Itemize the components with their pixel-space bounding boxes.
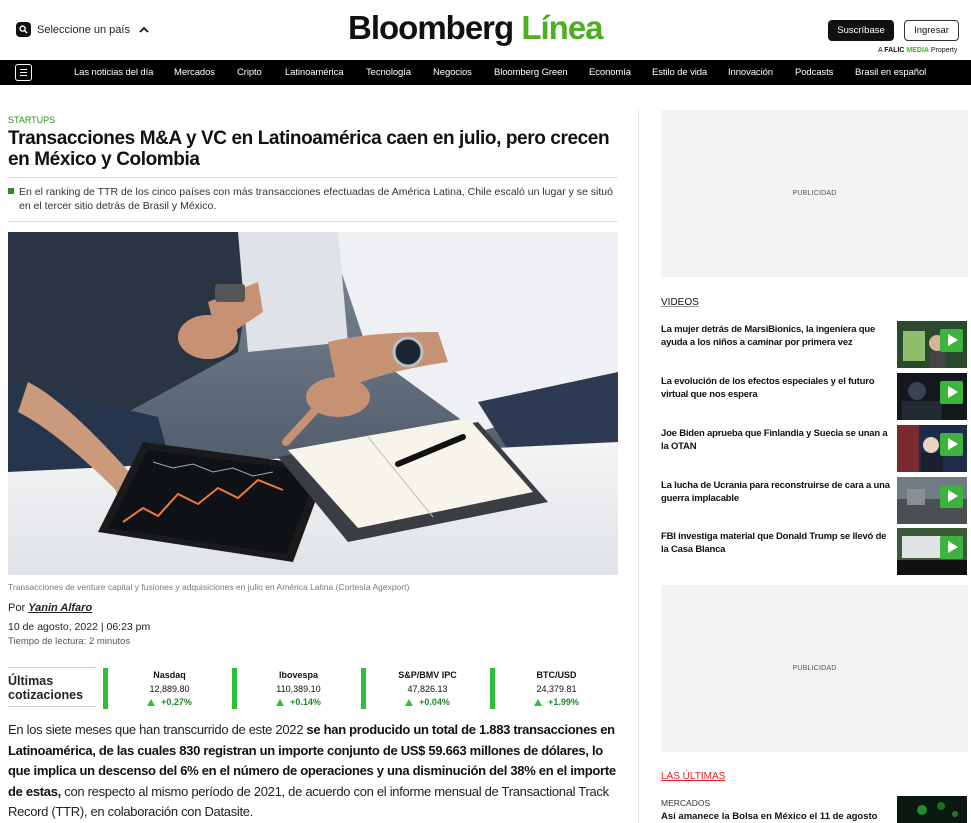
video-title[interactable]: FBI investiga material que Donald Trump se llevó de la Casa Blanca — [661, 531, 887, 555]
quote-value: 12,889.80 — [149, 684, 190, 694]
video-title[interactable]: Joe Biden aprueba que Finlandia y Suecia se unan a la OTAN — [661, 428, 888, 452]
quote-change — [366, 697, 489, 707]
property-suffix: Property — [928, 47, 958, 54]
nav-item-mercados[interactable]: Mercados — [174, 67, 215, 78]
video-item[interactable] — [661, 425, 967, 472]
quote-change-value: +0.27% — [161, 697, 192, 707]
video-thumbnail[interactable] — [897, 528, 967, 575]
nav-item-latam[interactable]: Latinoamérica — [285, 67, 344, 78]
column-divider — [638, 110, 639, 823]
hamburger-menu-icon[interactable] — [15, 64, 32, 81]
play-icon[interactable] — [940, 536, 963, 559]
site-logo[interactable] — [348, 9, 603, 47]
article-headline: Transacciones M&A y VC en Latinoamérica caen en julio, pero crecen en México y Colombia — [8, 128, 610, 170]
property-prefix: A — [878, 47, 885, 54]
reading-time: Tiempo de lectura: 2 minutos — [8, 636, 131, 647]
quote-change — [108, 697, 231, 707]
latest-headline[interactable]: Así amanece la Bolsa en México el 11 de agosto — [661, 811, 878, 822]
quotes-title-line1: Últimas — [8, 674, 54, 688]
play-icon[interactable] — [940, 433, 963, 456]
byline-prefix: Por — [8, 602, 26, 614]
publish-date: 10 de agosto, 2022 | 06:23 pm — [8, 621, 151, 633]
quote-btc[interactable] — [490, 668, 618, 709]
nav-item-innovacion[interactable]: Innovación — [728, 67, 773, 78]
country-selector[interactable] — [16, 22, 149, 37]
photo-caption: Transacciones de venture capital y fusiones y adquisiciones en julio en América Latina (Cortesía Agexport) — [8, 582, 410, 592]
ad-slot-middle[interactable]: PUBLICIDAD — [661, 585, 968, 752]
video-thumbnail[interactable] — [897, 373, 967, 420]
body-text-bold: se han producido un total de 1.883 transacciones en Latinoamérica, de las cuales 830 registran un importe conjunto de US$ 59.663 millones de dólares, lo que implica un descenso del 6% en el número de operaciones y una disminución del 38% en el importe de estas, — [8, 722, 616, 799]
divider — [8, 177, 618, 178]
up-arrow-icon — [276, 699, 284, 706]
logo-accent: Línea — [521, 9, 603, 46]
play-icon[interactable] — [940, 485, 963, 508]
summary-text: En el ranking de TTR de los cinco países con más transacciones efectuadas de América Latina, Chile escaló un lugar y se situó en el tercer sitio detrás de Brasil y México. — [19, 186, 613, 212]
quote-change — [237, 697, 360, 707]
video-item[interactable] — [661, 477, 967, 524]
latest-section-title[interactable]: LAS ÚLTIMAS — [661, 771, 726, 782]
property-brand: FALIC — [884, 47, 905, 54]
nav-item-economia[interactable]: Economía — [589, 67, 631, 78]
video-title[interactable]: La lucha de Ucrania para reconstruirse de cara a una guerra implacable — [661, 480, 890, 504]
falic-media-credit — [878, 47, 957, 54]
videos-section-title[interactable]: VIDEOS — [661, 297, 699, 308]
body-text-1: En los siete meses que han transcurrido de este 2022 — [8, 722, 307, 737]
quote-name: BTC/USD — [536, 670, 577, 680]
quote-value: 110,389.10 — [276, 684, 321, 694]
video-item[interactable] — [661, 321, 967, 368]
article-photo — [8, 232, 618, 575]
main-nav — [0, 60, 971, 85]
quote-change — [495, 697, 618, 707]
quote-value: 47,826.13 — [407, 684, 448, 694]
quote-change-value: +0.14% — [290, 697, 321, 707]
search-icon — [16, 22, 31, 37]
nav-item-green[interactable]: Bloomberg Green — [494, 67, 568, 78]
quote-name: Ibovespa — [278, 670, 318, 680]
nav-item-estilo[interactable]: Estilo de vida — [652, 67, 708, 78]
play-icon[interactable] — [940, 329, 963, 352]
quote-ipc[interactable] — [361, 668, 489, 709]
video-item[interactable] — [661, 373, 967, 420]
quote-name: Nasdaq — [153, 670, 186, 680]
quote-change-value: +0.04% — [419, 697, 450, 707]
quote-value: 24,379.81 — [536, 684, 577, 694]
site-header — [0, 0, 971, 60]
quote-name: S&P/BMV IPC — [398, 670, 457, 680]
quotes-title — [8, 667, 96, 707]
login-button[interactable]: Ingresar — [904, 20, 959, 41]
video-item[interactable] — [661, 528, 967, 575]
nav-item-brasil[interactable]: Brasil en español — [855, 67, 927, 78]
up-arrow-icon — [534, 699, 542, 706]
bullet-square-icon — [8, 188, 14, 194]
article-summary — [8, 185, 618, 213]
nav-item-negocios[interactable]: Negocios — [433, 67, 472, 78]
article-kicker[interactable]: STARTUPS — [8, 115, 56, 125]
latest-thumbnail[interactable] — [897, 796, 967, 823]
divider — [8, 221, 618, 222]
quote-change-value: +1.99% — [548, 697, 579, 707]
ad-slot-top[interactable]: PUBLICIDAD — [661, 110, 968, 277]
video-title[interactable]: La evolución de los efectos especiales y el futuro virtual que nos espera — [661, 376, 875, 400]
nav-item-podcasts[interactable]: Podcasts — [795, 67, 834, 78]
article-body — [8, 720, 620, 823]
chevron-up-icon — [139, 25, 149, 35]
quote-ibovespa[interactable] — [232, 668, 360, 709]
play-icon[interactable] — [940, 381, 963, 404]
byline — [8, 602, 92, 614]
subscribe-button[interactable]: Suscríbase — [828, 20, 894, 41]
quotes-title-line2: cotizaciones — [8, 688, 84, 702]
quote-nasdaq[interactable] — [103, 668, 231, 709]
video-thumbnail[interactable] — [897, 321, 967, 368]
video-thumbnail[interactable] — [897, 425, 967, 472]
logo-main: Bloomberg — [348, 9, 514, 46]
country-selector-label: Seleccione un país — [37, 23, 130, 36]
property-media: MEDIA — [904, 47, 929, 54]
up-arrow-icon — [405, 699, 413, 706]
nav-item-tecnologia[interactable]: Tecnología — [366, 67, 411, 78]
nav-item-cripto[interactable]: Cripto — [237, 67, 262, 78]
author-link[interactable]: Yanin Alfaro — [28, 602, 93, 614]
latest-kicker[interactable]: MERCADOS — [661, 798, 711, 808]
video-thumbnail[interactable] — [897, 477, 967, 524]
body-text-2: con respecto al mismo período de 2021, de acuerdo con el informe mensual de Transactional Track Record (TTR), en colaboración con Datasite. — [8, 783, 609, 819]
nav-item-noticias[interactable]: Las noticias del día — [74, 67, 154, 78]
up-arrow-icon — [147, 699, 155, 706]
video-title[interactable]: La mujer detrás de MarsiBionics, la ingeniera que ayuda a los niños a caminar por primera vez — [661, 324, 876, 348]
